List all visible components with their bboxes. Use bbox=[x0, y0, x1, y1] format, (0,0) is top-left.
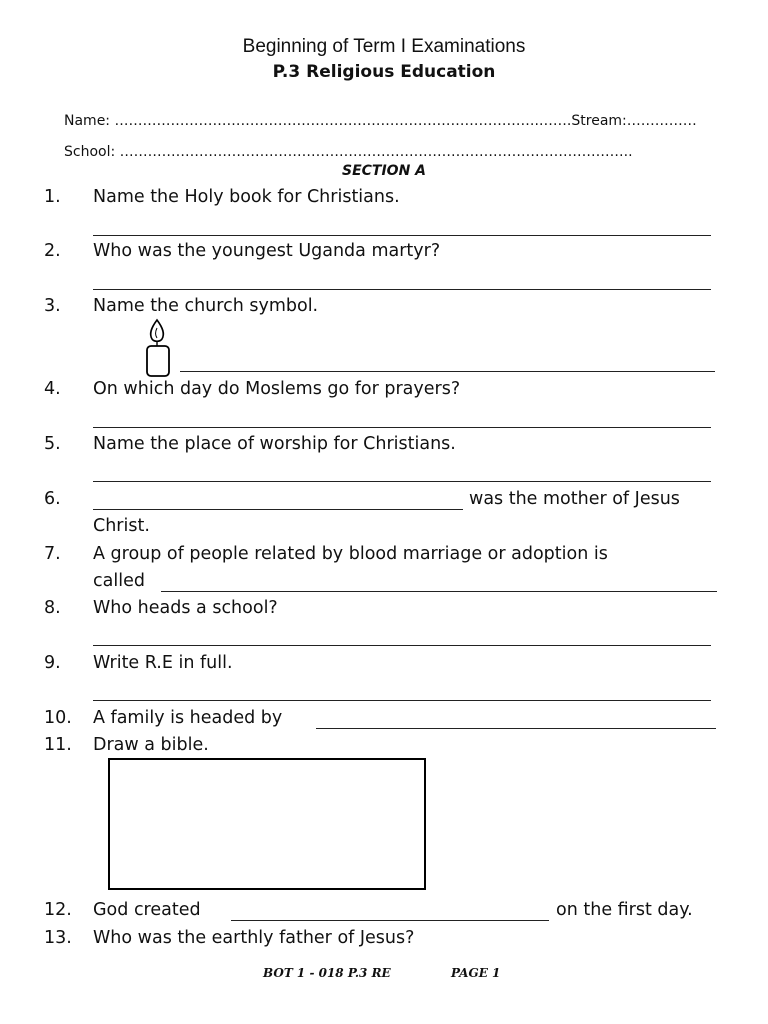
question-number: 13. bbox=[44, 928, 72, 948]
answer-line bbox=[316, 728, 716, 729]
question-number: 8. bbox=[44, 598, 61, 618]
question-number: 3. bbox=[44, 296, 61, 316]
question-text: A group of people related by blood marriage or adoption is bbox=[93, 544, 608, 564]
exam-title: Beginning of Term I Examinations bbox=[242, 36, 526, 57]
section-heading: SECTION A bbox=[341, 163, 426, 179]
answer-line bbox=[93, 235, 711, 236]
question-text: Name the Holy book for Christians. bbox=[93, 187, 400, 207]
school-field bbox=[64, 144, 633, 160]
question-number: 5. bbox=[44, 434, 61, 454]
stream-label: Stream: bbox=[571, 113, 627, 129]
question-text: was the mother of Jesus bbox=[469, 489, 680, 509]
exam-subtitle: P.3 Religious Education bbox=[272, 62, 496, 82]
question-number: 6. bbox=[44, 489, 61, 509]
name-field bbox=[64, 113, 697, 129]
question-text: God created bbox=[93, 900, 201, 920]
question-text: Name the church symbol. bbox=[93, 296, 319, 316]
question-text: A family is headed by bbox=[93, 708, 283, 728]
drawing-box bbox=[108, 758, 426, 890]
question-text: On which day do Moslems go for prayers? bbox=[93, 379, 461, 399]
answer-line bbox=[93, 481, 711, 482]
school-label: School: bbox=[64, 144, 116, 160]
school-dots: ……………………………………………………………………………………………….. bbox=[119, 144, 633, 160]
question-number: 10. bbox=[44, 708, 72, 728]
question-text: on the first day. bbox=[556, 900, 693, 920]
name-dots: ……………………………………………………………………………….……. bbox=[114, 113, 572, 129]
question-number: 12. bbox=[44, 900, 72, 920]
answer-line bbox=[93, 289, 711, 290]
question-text-continued: Christ. bbox=[93, 516, 150, 536]
candle-icon bbox=[138, 318, 176, 378]
answer-line bbox=[93, 509, 463, 510]
footer-code: BOT 1 - 018 P.3 RE bbox=[263, 966, 391, 980]
answer-line bbox=[161, 591, 717, 592]
question-text: Who was the youngest Uganda martyr? bbox=[93, 241, 441, 261]
question-text: Who heads a school? bbox=[93, 598, 278, 618]
question-number: 4. bbox=[44, 379, 61, 399]
question-text: Write R.E in full. bbox=[93, 653, 233, 673]
answer-line bbox=[93, 700, 711, 701]
answer-line bbox=[180, 371, 715, 372]
question-text-continued: called bbox=[93, 571, 145, 591]
page-number: PAGE 1 bbox=[451, 966, 501, 980]
answer-line bbox=[93, 427, 711, 428]
question-number: 2. bbox=[44, 241, 61, 261]
answer-line bbox=[93, 645, 711, 646]
stream-dots: …………… bbox=[626, 113, 697, 129]
question-text: Name the place of worship for Christians. bbox=[93, 434, 456, 454]
name-label: Name: bbox=[64, 113, 111, 129]
question-number: 11. bbox=[44, 735, 72, 755]
question-text: Draw a bible. bbox=[93, 735, 209, 755]
question-text: Who was the earthly father of Jesus? bbox=[93, 928, 415, 948]
question-number: 9. bbox=[44, 653, 61, 673]
answer-line bbox=[231, 920, 549, 921]
question-number: 7. bbox=[44, 544, 61, 564]
question-number: 1. bbox=[44, 187, 61, 207]
